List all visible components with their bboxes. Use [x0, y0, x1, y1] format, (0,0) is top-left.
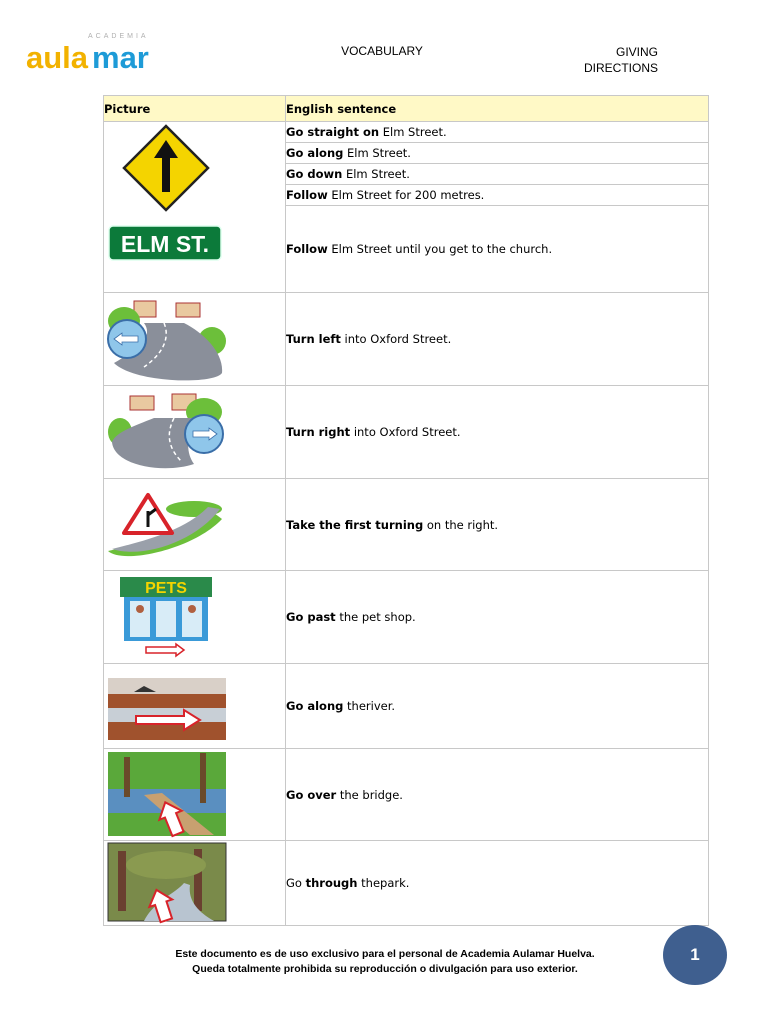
sentence-rest: Elm Street.: [343, 146, 411, 161]
sentence-through-park: [286, 841, 709, 926]
logo-brand-mar: mar: [92, 40, 149, 72]
footer-line-1: Este documento es de uso exclusivo para el personal de Academia Aulamar Huelva.: [175, 948, 595, 960]
header-picture: Picture: [104, 96, 286, 122]
sentence-rest: into Oxford Street.: [340, 332, 452, 346]
turn-right-road-icon: [104, 386, 286, 478]
sentence-go-straight-on: [286, 122, 709, 143]
picture-bridge: [104, 749, 286, 841]
table-row: [104, 293, 709, 386]
pet-shop-icon: [104, 571, 286, 663]
footer-line-2: Queda totalmente prohibida su reproducción o divulgación para uso exterior.: [192, 963, 578, 975]
sentence-rest: Elm Street.: [379, 125, 447, 140]
picture-park: [104, 841, 286, 926]
sentence-along-river: [286, 664, 709, 749]
table-row: [104, 571, 709, 664]
turn-left-road-icon: [104, 293, 286, 385]
sentence-rest: on the right.: [423, 517, 499, 532]
elm-street-sign-text: ELM ST.: [120, 231, 210, 257]
junction-warning-icon: [104, 479, 286, 570]
table-row: [104, 749, 709, 841]
sentence-rest: the bridge.: [336, 787, 403, 802]
sentence-turn-left: [286, 293, 709, 386]
sentence-go-along: [286, 143, 709, 164]
sentence-follow-church: [286, 206, 709, 293]
sentence-keyword: Turn left: [286, 332, 341, 346]
topic-line-1: GIVING: [615, 45, 658, 59]
table-row: [104, 479, 709, 571]
sentence-first-turning: [286, 479, 709, 571]
table-row: [104, 664, 709, 749]
topic-line-2: DIRECTIONS: [583, 61, 658, 75]
sentence-prefix: Go: [286, 876, 306, 890]
sentence-keyword: Follow: [286, 188, 328, 203]
sentence-keyword: Follow: [286, 242, 328, 257]
footer-notice: [120, 947, 650, 977]
sentence-turn-right: [286, 386, 709, 479]
pets-sign-text: PETS: [145, 580, 187, 597]
picture-river: [104, 664, 286, 749]
picture-pet-shop: [104, 571, 286, 664]
sentence-keyword: Go along: [286, 146, 344, 161]
table-row: [104, 122, 709, 143]
sentence-rest: the pet shop.: [335, 610, 416, 624]
logo-brand-aula: aula: [26, 40, 89, 72]
straight-ahead-sign-icon: [104, 122, 286, 292]
sentence-rest: thepark.: [357, 876, 410, 890]
sentence-keyword: Take the first turning: [286, 517, 424, 532]
logo-small-text: ACADEMIA: [88, 33, 149, 40]
table-row: [104, 841, 709, 926]
sentence-follow-200m: [286, 185, 709, 206]
page-number-badge: 1: [663, 925, 727, 985]
table-header-row: [104, 96, 709, 122]
table-row: [104, 386, 709, 479]
sentence-rest: Elm Street until you get to the church.: [327, 242, 553, 257]
sentence-keyword: Go over: [286, 787, 337, 802]
sentence-go-down: [286, 164, 709, 185]
sentence-keyword: Go along: [286, 699, 344, 713]
picture-straight-sign: [104, 122, 286, 293]
sentence-go-past: [286, 571, 709, 664]
picture-turn-left: [104, 293, 286, 386]
park-icon: [104, 841, 286, 925]
sentence-keyword: Go down: [286, 167, 343, 182]
sentence-keyword: through: [305, 876, 358, 890]
aulamar-logo: [26, 30, 152, 72]
sentence-keyword: Go past: [286, 610, 336, 624]
sentence-rest: theriver.: [343, 699, 396, 713]
document-topic: [560, 44, 658, 76]
bridge-icon: [104, 749, 286, 840]
sentence-keyword: Go straight on: [286, 125, 380, 140]
header-english-sentence: English sentence: [286, 96, 709, 122]
picture-turn-right: [104, 386, 286, 479]
picture-first-turning: [104, 479, 286, 571]
river-photo-icon: [104, 664, 286, 748]
document-title: VOCABULARY: [341, 44, 423, 58]
sentence-rest: Elm Street.: [342, 167, 410, 182]
sentence-rest: Elm Street for 200 metres.: [327, 188, 485, 203]
sentence-keyword: Turn right: [286, 425, 351, 439]
sentence-over-bridge: [286, 749, 709, 841]
vocabulary-table: [103, 95, 709, 926]
sentence-rest: into Oxford Street.: [350, 425, 461, 439]
